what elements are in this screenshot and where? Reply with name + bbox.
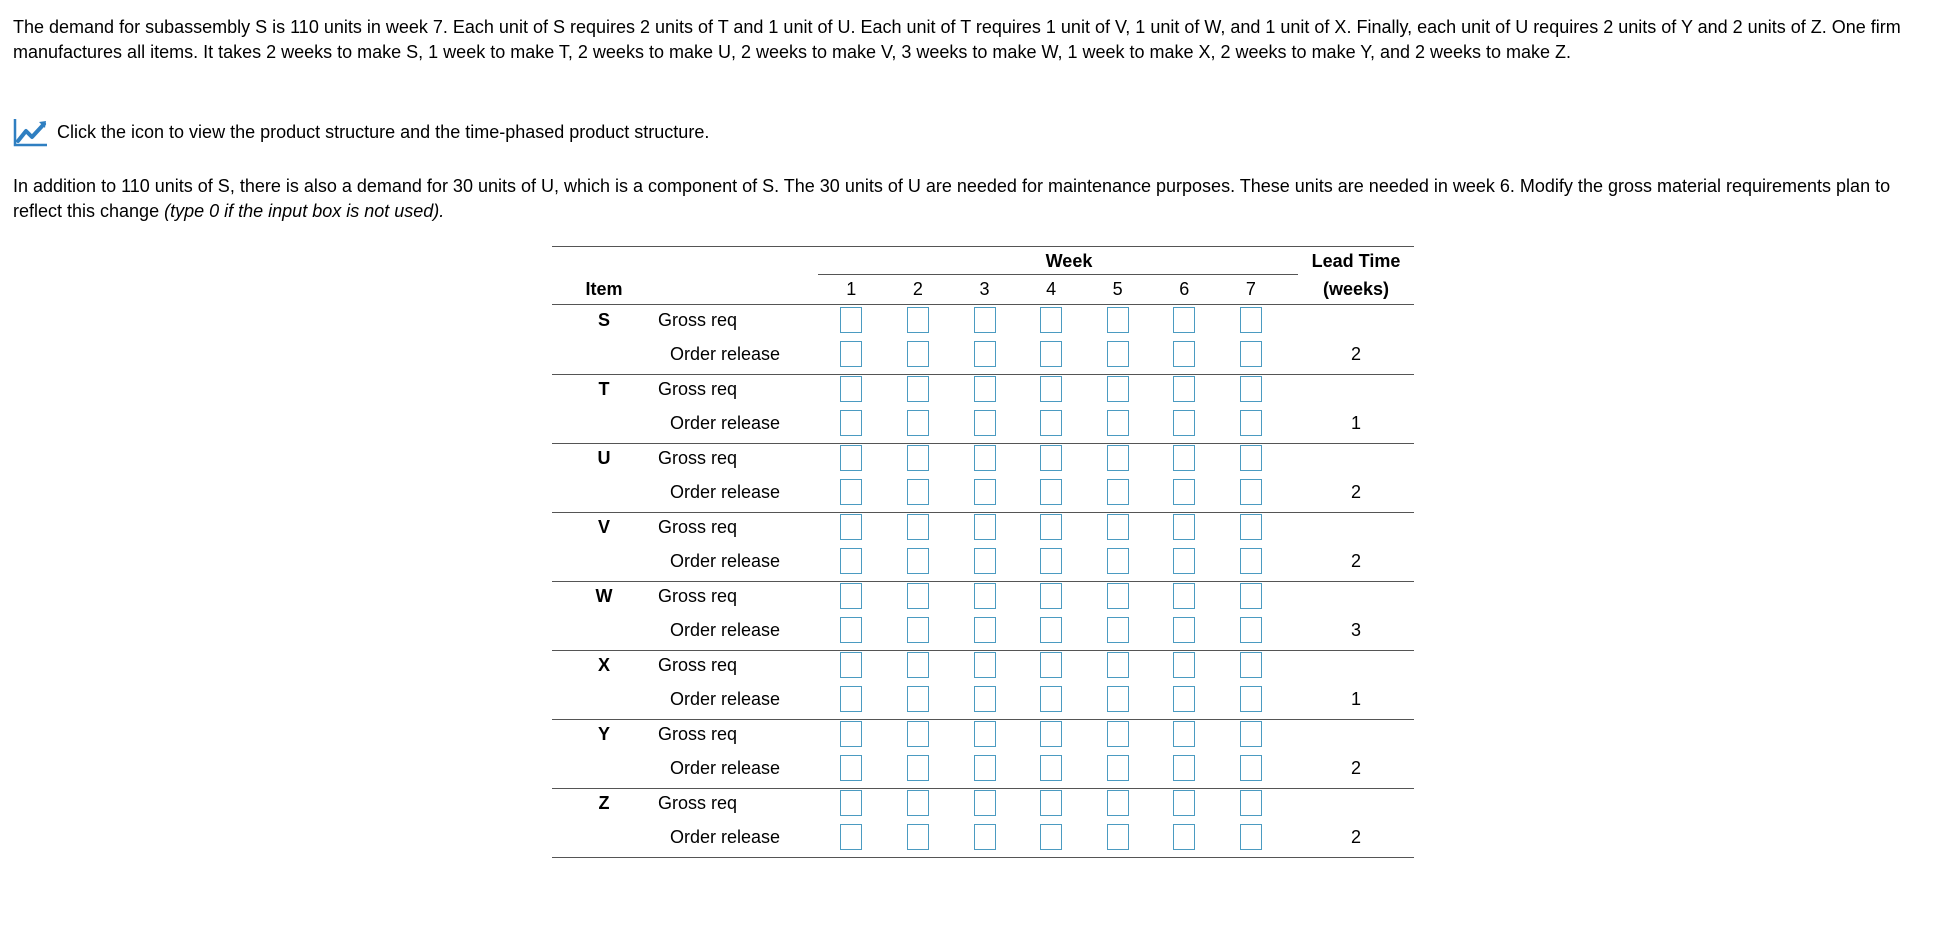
input-t-gross-week-4[interactable]	[1040, 376, 1062, 402]
order-release-label: Order release	[670, 620, 781, 640]
gross-req-label: Gross req	[658, 448, 738, 468]
input-w-release-week-3[interactable]	[974, 617, 996, 643]
item-header: Item	[585, 279, 623, 299]
item-label-t: T	[598, 379, 610, 399]
row-separator	[552, 581, 1414, 582]
lead-time-value-z: 2	[1350, 827, 1361, 847]
week-label-1: 1	[846, 279, 857, 299]
input-v-gross-week-3[interactable]	[974, 514, 996, 540]
input-w-release-week-2[interactable]	[907, 617, 929, 643]
input-v-release-week-5[interactable]	[1107, 548, 1129, 574]
input-y-gross-week-5[interactable]	[1107, 721, 1129, 747]
input-w-release-week-6[interactable]	[1173, 617, 1195, 643]
input-s-gross-week-5[interactable]	[1107, 307, 1129, 333]
input-s-gross-week-7[interactable]	[1240, 307, 1262, 333]
gross-req-label: Gross req	[658, 724, 738, 744]
item-label-u: U	[597, 448, 611, 468]
input-y-gross-week-2[interactable]	[907, 721, 929, 747]
lead-time-value-s: 2	[1350, 344, 1361, 364]
input-x-release-week-6[interactable]	[1173, 686, 1195, 712]
product-structure-link-text[interactable]: Click the icon to view the product structure and the time-phased product structure.	[57, 121, 710, 142]
input-t-gross-week-5[interactable]	[1107, 376, 1129, 402]
input-s-gross-week-4[interactable]	[1040, 307, 1062, 333]
input-x-release-week-2[interactable]	[907, 686, 929, 712]
week-header: Week	[1045, 251, 1093, 271]
input-v-gross-week-4[interactable]	[1040, 514, 1062, 540]
input-w-gross-week-6[interactable]	[1173, 583, 1195, 609]
row-separator	[552, 650, 1414, 651]
order-release-label: Order release	[670, 413, 781, 433]
input-s-gross-week-6[interactable]	[1173, 307, 1195, 333]
modification-instruction	[13, 174, 1943, 224]
item-label-w: W	[595, 586, 613, 606]
input-u-gross-week-5[interactable]	[1107, 445, 1129, 471]
input-y-release-week-2[interactable]	[907, 755, 929, 781]
row-separator	[552, 857, 1414, 858]
gross-req-label: Gross req	[658, 655, 738, 675]
input-t-gross-week-7[interactable]	[1240, 376, 1262, 402]
chart-line-icon[interactable]	[13, 117, 49, 147]
input-u-gross-week-6[interactable]	[1173, 445, 1195, 471]
week-label-3: 3	[979, 279, 990, 299]
input-y-release-week-4[interactable]	[1040, 755, 1062, 781]
order-release-label: Order release	[670, 827, 781, 847]
input-x-gross-week-5[interactable]	[1107, 652, 1129, 678]
input-u-release-week-3[interactable]	[974, 479, 996, 505]
input-u-gross-week-7[interactable]	[1240, 445, 1262, 471]
input-x-gross-week-3[interactable]	[974, 652, 996, 678]
gross-req-label: Gross req	[658, 310, 738, 330]
gross-req-label: Gross req	[658, 586, 738, 606]
input-y-release-week-5[interactable]	[1107, 755, 1129, 781]
input-t-release-week-6[interactable]	[1173, 410, 1195, 436]
input-s-release-week-2[interactable]	[907, 341, 929, 367]
gross-req-label: Gross req	[658, 793, 738, 813]
input-v-gross-week-6[interactable]	[1173, 514, 1195, 540]
lead-time-value-v: 2	[1350, 551, 1361, 571]
input-w-gross-week-2[interactable]	[907, 583, 929, 609]
input-w-release-week-1[interactable]	[840, 617, 862, 643]
row-separator	[552, 443, 1414, 444]
input-y-gross-week-6[interactable]	[1173, 721, 1195, 747]
input-v-gross-week-5[interactable]	[1107, 514, 1129, 540]
week-label-6: 6	[1179, 279, 1190, 299]
input-w-release-week-5[interactable]	[1107, 617, 1129, 643]
order-release-label: Order release	[670, 758, 781, 778]
item-label-x: X	[597, 655, 610, 675]
instruction-text: In addition to 110 units of S, there is also a demand for 30 units of U, which is a component of S. The 30 units of U are needed for maintenance purposes. These units are needed in week 6. Modify the gross material requirements plan to reflect this change	[13, 176, 1891, 221]
input-w-gross-week-4[interactable]	[1040, 583, 1062, 609]
input-v-release-week-3[interactable]	[974, 548, 996, 574]
input-z-gross-week-2[interactable]	[907, 790, 929, 816]
input-t-release-week-3[interactable]	[974, 410, 996, 436]
input-t-release-week-5[interactable]	[1107, 410, 1129, 436]
row-separator	[552, 719, 1414, 720]
problem-statement: The demand for subassembly S is 110 units in week 7. Each unit of S requires 2 units of T and 1 unit of U. Each unit of T requires 1 unit of V, 1 unit of W, and 1 unit of X. Finally, each unit of U requires 2 units of Y and 2 units of Z. One firm manufactures all items. It takes 2 weeks to make S, 1 week to make T, 2 weeks to make U, 2 weeks to make V, 3 weeks to make W, 1 week to make X, 2 weeks to make Y, and 2 weeks to make Z.	[13, 17, 1901, 62]
input-z-gross-week-5[interactable]	[1107, 790, 1129, 816]
input-t-gross-week-2[interactable]	[907, 376, 929, 402]
lead-time-value-u: 2	[1350, 482, 1361, 502]
input-z-gross-week-1[interactable]	[840, 790, 862, 816]
input-x-release-week-3[interactable]	[974, 686, 996, 712]
row-separator	[552, 512, 1414, 513]
input-y-release-week-3[interactable]	[974, 755, 996, 781]
input-v-release-week-1[interactable]	[840, 548, 862, 574]
input-u-gross-week-2[interactable]	[907, 445, 929, 471]
product-structure-link[interactable]	[13, 117, 709, 147]
input-u-release-week-5[interactable]	[1107, 479, 1129, 505]
input-u-gross-week-4[interactable]	[1040, 445, 1062, 471]
input-x-gross-week-4[interactable]	[1040, 652, 1062, 678]
input-z-release-week-7[interactable]	[1240, 824, 1262, 850]
input-x-gross-week-6[interactable]	[1173, 652, 1195, 678]
input-s-release-week-1[interactable]	[840, 341, 862, 367]
input-z-release-week-5[interactable]	[1107, 824, 1129, 850]
input-s-release-week-4[interactable]	[1040, 341, 1062, 367]
input-z-gross-week-7[interactable]	[1240, 790, 1262, 816]
input-x-gross-week-2[interactable]	[907, 652, 929, 678]
input-w-release-week-4[interactable]	[1040, 617, 1062, 643]
input-y-gross-week-4[interactable]	[1040, 721, 1062, 747]
input-x-gross-week-7[interactable]	[1240, 652, 1262, 678]
order-release-label: Order release	[670, 482, 781, 502]
input-v-gross-week-7[interactable]	[1240, 514, 1262, 540]
lead-time-value-t: 1	[1350, 413, 1361, 433]
table-top-rule	[552, 246, 1414, 247]
item-label-z: Z	[598, 793, 610, 813]
lead-time-value-w: 3	[1350, 620, 1361, 640]
lead-time-unit-header: (weeks)	[1322, 279, 1390, 299]
item-label-v: V	[597, 517, 610, 537]
input-z-release-week-6[interactable]	[1173, 824, 1195, 850]
input-x-release-week-4[interactable]	[1040, 686, 1062, 712]
input-y-release-week-6[interactable]	[1173, 755, 1195, 781]
input-z-gross-week-3[interactable]	[974, 790, 996, 816]
week-label-5: 5	[1112, 279, 1123, 299]
input-v-release-week-2[interactable]	[907, 548, 929, 574]
gross-req-label: Gross req	[658, 379, 738, 399]
input-x-gross-week-1[interactable]	[840, 652, 862, 678]
lead-time-value-y: 2	[1350, 758, 1361, 778]
input-z-gross-week-6[interactable]	[1173, 790, 1195, 816]
input-s-gross-week-1[interactable]	[840, 307, 862, 333]
input-s-release-week-7[interactable]	[1240, 341, 1262, 367]
row-separator	[552, 374, 1414, 375]
week-label-7: 7	[1245, 279, 1256, 299]
row-separator	[552, 788, 1414, 789]
lead-time-value-x: 1	[1350, 689, 1361, 709]
item-label-s: S	[597, 310, 610, 330]
input-w-release-week-7[interactable]	[1240, 617, 1262, 643]
week-label-2: 2	[912, 279, 923, 299]
input-z-gross-week-4[interactable]	[1040, 790, 1062, 816]
input-u-release-week-2[interactable]	[907, 479, 929, 505]
input-v-release-week-6[interactable]	[1173, 548, 1195, 574]
input-u-release-week-1[interactable]	[840, 479, 862, 505]
order-release-label: Order release	[670, 344, 781, 364]
input-t-gross-week-1[interactable]	[840, 376, 862, 402]
input-v-release-week-4[interactable]	[1040, 548, 1062, 574]
input-s-gross-week-2[interactable]	[907, 307, 929, 333]
input-x-release-week-5[interactable]	[1107, 686, 1129, 712]
week-label-4: 4	[1046, 279, 1057, 299]
input-v-gross-week-2[interactable]	[907, 514, 929, 540]
input-u-release-week-4[interactable]	[1040, 479, 1062, 505]
input-x-release-week-7[interactable]	[1240, 686, 1262, 712]
input-t-release-week-2[interactable]	[907, 410, 929, 436]
input-y-gross-week-7[interactable]	[1240, 721, 1262, 747]
input-y-release-week-1[interactable]	[840, 755, 862, 781]
input-u-release-week-6[interactable]	[1173, 479, 1195, 505]
input-u-gross-week-3[interactable]	[974, 445, 996, 471]
input-w-gross-week-1[interactable]	[840, 583, 862, 609]
header-bottom-rule	[552, 304, 1414, 305]
input-v-release-week-7[interactable]	[1240, 548, 1262, 574]
input-s-gross-week-3[interactable]	[974, 307, 996, 333]
input-w-gross-week-3[interactable]	[974, 583, 996, 609]
instruction-note: (type 0 if the input box is not used).	[164, 201, 445, 221]
input-t-release-week-4[interactable]	[1040, 410, 1062, 436]
input-t-gross-week-6[interactable]	[1173, 376, 1195, 402]
input-z-release-week-3[interactable]	[974, 824, 996, 850]
input-s-release-week-5[interactable]	[1107, 341, 1129, 367]
input-x-release-week-1[interactable]	[840, 686, 862, 712]
input-z-release-week-2[interactable]	[907, 824, 929, 850]
input-y-gross-week-1[interactable]	[840, 721, 862, 747]
input-t-release-week-1[interactable]	[840, 410, 862, 436]
input-t-gross-week-3[interactable]	[974, 376, 996, 402]
order-release-label: Order release	[670, 689, 781, 709]
week-header-rule	[818, 274, 1298, 275]
input-w-gross-week-5[interactable]	[1107, 583, 1129, 609]
input-z-release-week-1[interactable]	[840, 824, 862, 850]
input-y-gross-week-3[interactable]	[974, 721, 996, 747]
gross-req-label: Gross req	[658, 517, 738, 537]
input-v-gross-week-1[interactable]	[840, 514, 862, 540]
input-u-release-week-7[interactable]	[1240, 479, 1262, 505]
input-z-release-week-4[interactable]	[1040, 824, 1062, 850]
lead-time-header: Lead Time	[1311, 251, 1401, 271]
input-t-release-week-7[interactable]	[1240, 410, 1262, 436]
input-s-release-week-3[interactable]	[974, 341, 996, 367]
input-u-gross-week-1[interactable]	[840, 445, 862, 471]
input-s-release-week-6[interactable]	[1173, 341, 1195, 367]
input-y-release-week-7[interactable]	[1240, 755, 1262, 781]
item-label-y: Y	[597, 724, 610, 744]
order-release-label: Order release	[670, 551, 781, 571]
input-w-gross-week-7[interactable]	[1240, 583, 1262, 609]
